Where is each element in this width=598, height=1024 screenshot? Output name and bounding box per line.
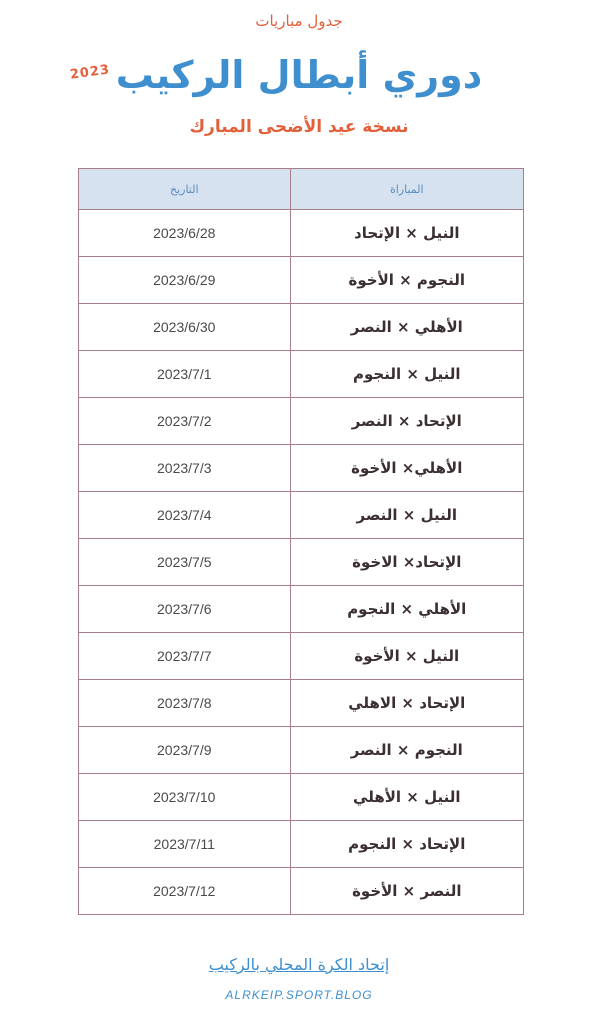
match-teams-cell: النجوم × النصر [290,727,523,774]
match-date-cell: 2023/7/1 [79,351,291,398]
date-column-header: التاريخ [79,169,291,210]
match-date-cell: 2023/7/4 [79,492,291,539]
match-date-cell: 2023/7/12 [79,868,291,915]
match-teams-cell: الإتحاد × النصر [290,398,523,445]
match-date-cell: 2023/6/28 [79,210,291,257]
match-teams-cell: النيل × النجوم [290,351,523,398]
table-row [79,257,524,304]
table-row [79,351,524,398]
table-body [79,210,524,915]
blog-url[interactable]: ALRKEIP.SPORT.BLOG [225,988,373,1002]
match-column-header: المباراة [290,169,523,210]
match-date-cell: 2023/7/5 [79,539,291,586]
match-date-cell: 2023/7/6 [79,586,291,633]
match-teams-cell: النيل × الأخوة [290,633,523,680]
table-row [79,304,524,351]
table-row [79,868,524,915]
table-row [79,633,524,680]
title-block [0,50,598,100]
match-teams-cell: النيل × الإتحاد [290,210,523,257]
match-teams-cell: الأهلي × النجوم [290,586,523,633]
match-teams-cell: النصر × الأخوة [290,868,523,915]
table-row [79,727,524,774]
table-row [79,586,524,633]
match-date-cell: 2023/7/3 [79,445,291,492]
match-date-cell: 2023/7/2 [79,398,291,445]
match-date-cell: 2023/7/7 [79,633,291,680]
year-badge: 2023 [68,62,111,83]
match-teams-cell: الأهلي× الأخوة [290,445,523,492]
match-teams-cell: النجوم × الأخوة [290,257,523,304]
schedule-kicker: جدول مباريات [255,12,343,30]
table-row [79,398,524,445]
title-text: دوري أبطال الركيب [115,53,483,97]
table-header-row [79,169,524,210]
match-teams-cell: الإتحاد× الاخوة [290,539,523,586]
match-teams-cell: الإتحاد × الاهلي [290,680,523,727]
match-date-cell: 2023/7/9 [79,727,291,774]
page-title [68,50,483,100]
table-row [79,539,524,586]
match-date-cell: 2023/7/11 [79,821,291,868]
table-row [79,492,524,539]
match-date-cell: 2023/6/30 [79,304,291,351]
table-row [79,210,524,257]
table-row [79,774,524,821]
match-schedule-table [78,168,524,915]
match-teams-cell: الأهلي × النصر [290,304,523,351]
table-row [79,821,524,868]
match-date-cell: 2023/6/29 [79,257,291,304]
table-row [79,445,524,492]
match-date-cell: 2023/7/8 [79,680,291,727]
match-teams-cell: النيل × النصر [290,492,523,539]
match-date-cell: 2023/7/10 [79,774,291,821]
match-teams-cell: النيل × الأهلي [290,774,523,821]
edition-subtitle: نسخة عيد الأضحى المبارك [189,117,409,137]
organization-link[interactable]: إتحاد الكرة المحلي بالركيب [208,955,390,974]
match-teams-cell: الإتحاد × النجوم [290,821,523,868]
table-row [79,680,524,727]
